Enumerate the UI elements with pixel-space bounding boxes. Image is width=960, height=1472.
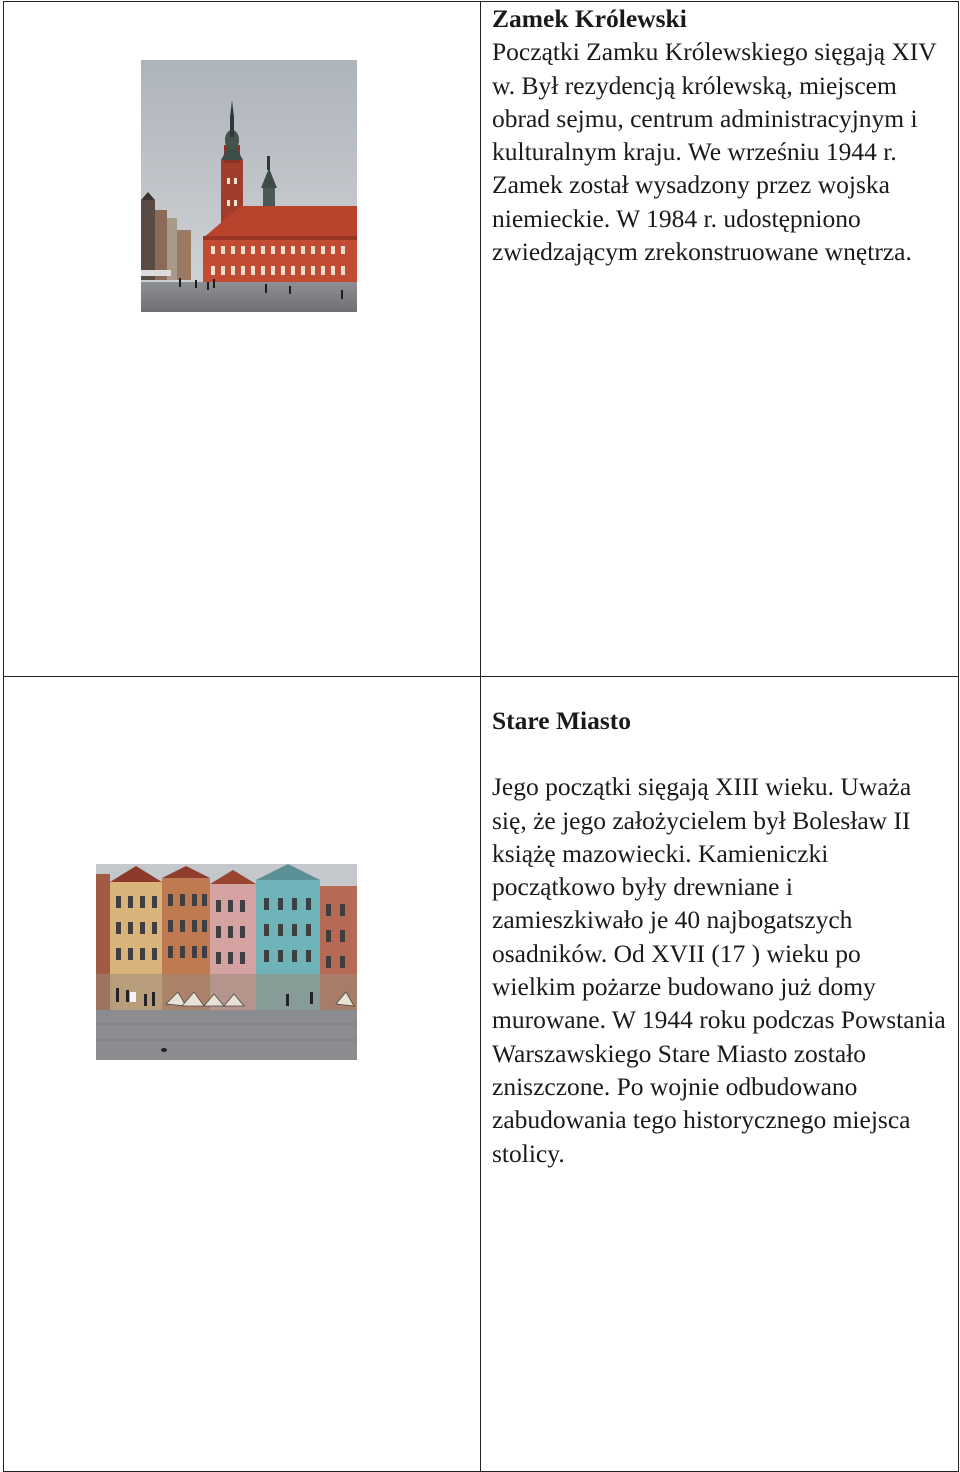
castle-text-overlay bbox=[492, 2, 947, 268]
image-cell-old-town bbox=[4, 677, 481, 1472]
royal-castle-photo-icon bbox=[141, 60, 357, 312]
old-town-text-block bbox=[492, 704, 947, 1170]
section-title-castle-overlay: Zamek Królewski bbox=[492, 4, 687, 33]
section-body-old-town: Jego początki sięgają XIII wieku. Uważa się, że jego założycielem był Bolesław II książę mazowiecki. Kamieniczki początkowo były drewniane i zamieszkiwało je 40 najbogatszych osadników. Od XVII (17 ) wieku po wielkim pożarze budowano już domy murowane. W 1944 roku podczas Powstania Warszawskiego Stare Miasto zostało zniszczone. Po wojnie odbudowano zabudowania tego historycznego miejsca stolicy. bbox=[492, 772, 946, 1168]
section-title-old-town: Stare Miasto bbox=[492, 706, 632, 735]
section-body-castle-overlay: Początki Zamku Królewskiego sięgają XIV w. Był rezydencją królewską, miejscem obrad sejmu, centrum administracyjnym i kulturalnym kraju. We wrześniu 1944 r. Zamek został wysadzony przez wojska niemieckie. W 1984 r. udostępniono zwiedzającym zrekonstruowane wnętrza. bbox=[492, 37, 937, 267]
old-town-market-square-photo-icon bbox=[96, 864, 357, 1060]
